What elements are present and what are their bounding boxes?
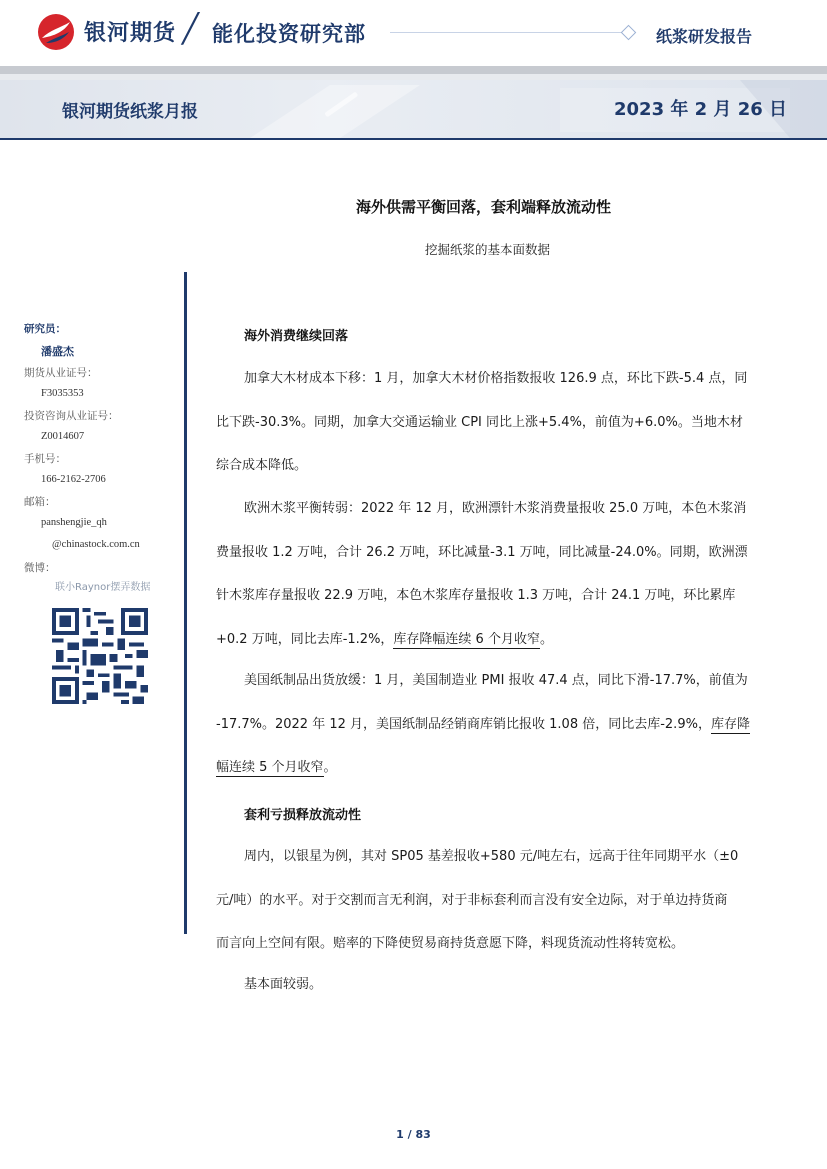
- sidebar-divider: [184, 272, 187, 934]
- text-run: 。: [323, 760, 337, 775]
- text-run: -17.7%。2022 年 12 月，美国纸制品经销商库销比报收 1.08 倍，同比去库-2.9%，: [216, 716, 711, 732]
- phone-value: 166-2162-2706: [41, 474, 106, 485]
- report-title: 海外供需平衡回落，套利端释放流动性: [356, 198, 612, 216]
- paragraph-us-paper: [216, 659, 776, 790]
- researcher-label: 研究员：: [24, 323, 66, 335]
- weibo-label: 微博：: [24, 562, 56, 574]
- paragraph-line: 欧洲木浆平衡转弱：2022 年 12 月，欧洲漂针木浆消费量报收 25.0 万吨，本色木浆消: [244, 501, 747, 516]
- paragraph-line: [216, 618, 776, 662]
- header-rule: [390, 32, 622, 33]
- underlined-highlight: 库存降幅连续 6 个月收窄: [393, 631, 540, 647]
- phone-label: 手机号：: [24, 453, 66, 465]
- paragraph-line: [216, 746, 776, 790]
- paragraph-line: 综合成本降低。: [216, 458, 308, 473]
- email-value-user: panshengjie_qh: [41, 517, 107, 528]
- paragraph-line: 基本面较弱。: [244, 977, 323, 992]
- paragraph-line: [216, 703, 776, 747]
- banner-underline: [0, 138, 827, 140]
- report-date: 2023 年 2 月 26 日: [614, 99, 788, 120]
- report-banner: [0, 80, 827, 138]
- paragraph-line: 比下跌-30.3%。同期，加拿大交通运输业 CPI 同比上涨+5.4%，前值为+6.0%。当地木材: [216, 414, 743, 430]
- researcher-name: 潘盛杰: [41, 346, 74, 358]
- section-heading-arbitrage: 套利亏损释放流动性: [244, 808, 362, 823]
- advisory-license-value: Z0014607: [41, 431, 85, 442]
- paragraph-line: 美国纸制品出货放缓：1 月，美国制造业 PMI 报收 47.4 点，同比下滑-17.7%，前值为: [244, 673, 748, 688]
- email-label: 邮箱：: [24, 496, 56, 508]
- paragraph-line: 针木浆库存量报收 22.9 万吨，本色木浆库存量报收 1.3 万吨，合计 24.1 万吨，环比累库: [216, 588, 736, 603]
- header-stripe: [0, 66, 827, 74]
- brand-name: 银河期货: [84, 21, 177, 46]
- report-type: 纸浆研发报告: [656, 27, 753, 46]
- section-heading-overseas-consumption: 海外消费继续回落: [244, 329, 349, 344]
- paragraph-line: 元/吨）的水平。对于交割而言无利润，对于非标套利而言没有安全边际，对于单边持货商: [216, 892, 728, 908]
- report-subtitle: 挖掘纸浆的基本面数据: [425, 242, 551, 257]
- galaxy-logo-icon: [36, 12, 76, 52]
- department-name: 能化投资研究部: [212, 22, 366, 46]
- paragraph-fundamentals: [216, 963, 776, 1007]
- watermark-text: 联小Raynor摆弄数据: [55, 582, 151, 593]
- paragraph-line: 周内，以银星为例，其对 SP05 基差报收+580 元/吨左右，远高于往年同期平水（±0: [244, 849, 739, 864]
- text-run: +0.2 万吨，同比去库-1.2%，: [216, 631, 394, 647]
- underlined-highlight: 幅连续 5 个月收窄: [216, 760, 324, 775]
- qr-code-icon: [52, 608, 148, 704]
- paragraph-canada-lumber: [216, 357, 776, 488]
- page-number: 1 / 83: [396, 1128, 431, 1141]
- paragraph-line: 加拿大木材成本下移：1 月，加拿大木材价格指数报收 126.9 点，环比下跌-5.4 点，同: [244, 371, 748, 386]
- banner-title: 银河期货纸浆月报: [62, 102, 198, 122]
- paragraph-line: 费量报收 1.2 万吨，合计 26.2 万吨，环比减量-3.1 万吨，同比减量-24.0%。同期，欧洲漂: [216, 544, 748, 560]
- paragraph-basis: [216, 835, 776, 966]
- paragraph-line: 而言向上空间有限。赔率的下降使贸易商持货意愿下降，料现货流动性将转宽松。: [216, 936, 685, 951]
- underlined-highlight: 库存降: [710, 716, 750, 732]
- brand-slash: ╱: [182, 12, 199, 45]
- text-run: 。: [539, 631, 553, 647]
- advisory-license-label: 投资咨询从业证号：: [24, 410, 119, 422]
- paragraph-europe-pulp: [216, 487, 776, 661]
- futures-license-label: 期货从业证号：: [24, 367, 98, 379]
- email-value-domain: @chinastock.com.cn: [52, 539, 140, 550]
- futures-license-value: F3035353: [41, 388, 84, 399]
